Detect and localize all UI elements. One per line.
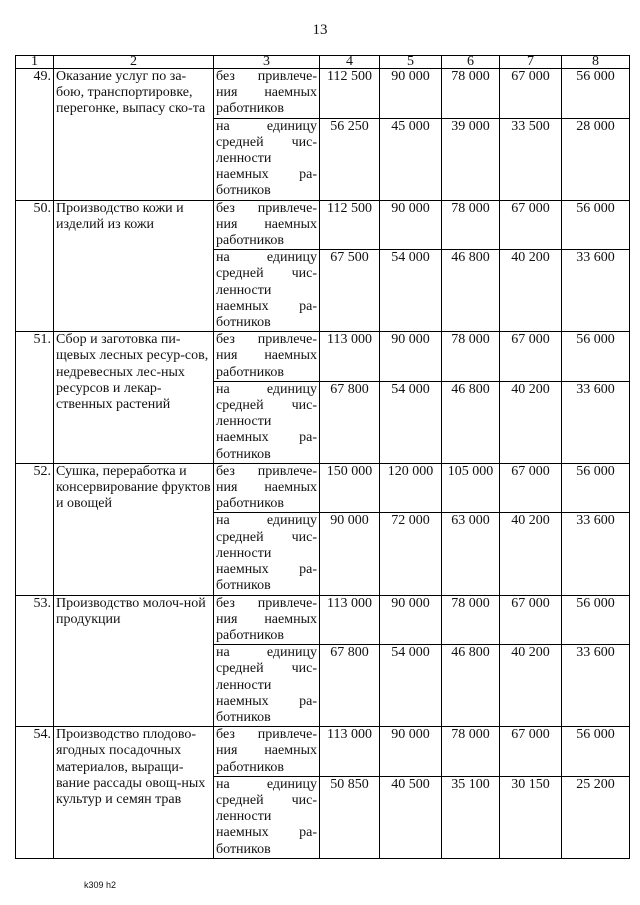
value-cell: 67 800	[320, 381, 380, 463]
condition-cell: без привлече-ния наемных работников	[214, 595, 320, 645]
value-cell: 120 000	[380, 463, 442, 513]
value-cell: 90 000	[380, 200, 442, 250]
header-cell: 5	[380, 56, 442, 69]
value-cell: 112 500	[320, 200, 380, 250]
condition-cell: на единицу средней чис-ленности наемных ра-ботников	[214, 118, 320, 200]
table-row	[16, 200, 630, 250]
condition-cell: на единицу средней чис-ленности наемных ра-ботников	[214, 250, 320, 332]
value-cell: 113 000	[320, 727, 380, 777]
value-cell: 67 800	[320, 645, 380, 727]
condition-cell: на единицу средней чис-ленности наемных ра-ботников	[214, 381, 320, 463]
header-cell: 4	[320, 56, 380, 69]
table-row	[16, 727, 630, 777]
value-cell: 46 800	[442, 381, 500, 463]
value-cell: 78 000	[442, 200, 500, 250]
value-cell: 40 200	[500, 513, 562, 595]
table-row	[16, 463, 630, 513]
row-number: 52.	[16, 463, 54, 595]
value-cell: 113 000	[320, 595, 380, 645]
value-cell: 33 600	[562, 645, 630, 727]
value-cell: 33 500	[500, 118, 562, 200]
value-cell: 30 150	[500, 776, 562, 858]
value-cell: 67 000	[500, 463, 562, 513]
value-cell: 54 000	[380, 381, 442, 463]
value-cell: 90 000	[380, 69, 442, 119]
condition-cell: без привлече-ния наемных работников	[214, 69, 320, 119]
value-cell: 33 600	[562, 250, 630, 332]
value-cell: 67 000	[500, 332, 562, 382]
value-cell: 78 000	[442, 332, 500, 382]
value-cell: 72 000	[380, 513, 442, 595]
value-cell: 113 000	[320, 332, 380, 382]
value-cell: 40 200	[500, 250, 562, 332]
value-cell: 67 500	[320, 250, 380, 332]
value-cell: 35 100	[442, 776, 500, 858]
tariff-table	[15, 55, 630, 859]
table-row	[16, 332, 630, 382]
value-cell: 28 000	[562, 118, 630, 200]
value-cell: 90 000	[380, 727, 442, 777]
value-cell: 56 000	[562, 727, 630, 777]
value-cell: 46 800	[442, 645, 500, 727]
condition-cell: на единицу средней чис-ленности наемных ра-ботников	[214, 776, 320, 858]
value-cell: 56 000	[562, 463, 630, 513]
value-cell: 67 000	[500, 595, 562, 645]
value-cell: 67 000	[500, 200, 562, 250]
value-cell: 150 000	[320, 463, 380, 513]
value-cell: 56 250	[320, 118, 380, 200]
value-cell: 45 000	[380, 118, 442, 200]
value-cell: 40 200	[500, 381, 562, 463]
value-cell: 90 000	[320, 513, 380, 595]
value-cell: 40 500	[380, 776, 442, 858]
table-row	[16, 595, 630, 645]
activity-name: Производство кожи и изделий из кожи	[54, 200, 214, 332]
condition-cell: на единицу средней чис-ленности наемных ра-ботников	[214, 645, 320, 727]
row-number: 51.	[16, 332, 54, 464]
condition-cell: без привлече-ния наемных работников	[214, 463, 320, 513]
header-cell: 1	[16, 56, 54, 69]
value-cell: 33 600	[562, 513, 630, 595]
value-cell: 50 850	[320, 776, 380, 858]
value-cell: 67 000	[500, 727, 562, 777]
value-cell: 33 600	[562, 381, 630, 463]
value-cell: 78 000	[442, 727, 500, 777]
activity-name: Сушка, переработка и консервирование фруктов и овощей	[54, 463, 214, 595]
activity-name: Сбор и заготовка пи-щевых лесных ресур-сов, недревесных лес-ных ресурсов и лекар-ственных растений	[54, 332, 214, 464]
row-number: 49.	[16, 69, 54, 201]
header-cell: 3	[214, 56, 320, 69]
value-cell: 39 000	[442, 118, 500, 200]
value-cell: 56 000	[562, 200, 630, 250]
value-cell: 105 000	[442, 463, 500, 513]
header-cell: 2	[54, 56, 214, 69]
activity-name: Производство плодово-ягодных посадочных материалов, выращи-вание рассады овощ-ных культур и семян трав	[54, 727, 214, 859]
value-cell: 56 000	[562, 69, 630, 119]
value-cell: 56 000	[562, 595, 630, 645]
value-cell: 56 000	[562, 332, 630, 382]
condition-cell: на единицу средней чис-ленности наемных ра-ботников	[214, 513, 320, 595]
table-row	[16, 69, 630, 119]
value-cell: 90 000	[380, 595, 442, 645]
value-cell: 112 500	[320, 69, 380, 119]
value-cell: 78 000	[442, 595, 500, 645]
value-cell: 63 000	[442, 513, 500, 595]
activity-name: Оказание услуг по за-бою, транспортировке, перегонке, выпасу ско-та	[54, 69, 214, 201]
header-cell: 6	[442, 56, 500, 69]
row-number: 50.	[16, 200, 54, 332]
value-cell: 46 800	[442, 250, 500, 332]
row-number: 54.	[16, 727, 54, 859]
condition-cell: без привлече-ния наемных работников	[214, 200, 320, 250]
condition-cell: без привлече-ния наемных работников	[214, 332, 320, 382]
page-number: 13	[312, 22, 328, 38]
header-cell: 7	[500, 56, 562, 69]
header-cell: 8	[562, 56, 630, 69]
footer-code: k309 h2	[84, 880, 117, 890]
value-cell: 40 200	[500, 645, 562, 727]
activity-name: Производство молоч-ной продукции	[54, 595, 214, 727]
value-cell: 54 000	[380, 250, 442, 332]
condition-cell: без привлече-ния наемных работников	[214, 727, 320, 777]
value-cell: 67 000	[500, 69, 562, 119]
value-cell: 54 000	[380, 645, 442, 727]
value-cell: 90 000	[380, 332, 442, 382]
value-cell: 25 200	[562, 776, 630, 858]
value-cell: 78 000	[442, 69, 500, 119]
header-row	[16, 56, 630, 69]
row-number: 53.	[16, 595, 54, 727]
